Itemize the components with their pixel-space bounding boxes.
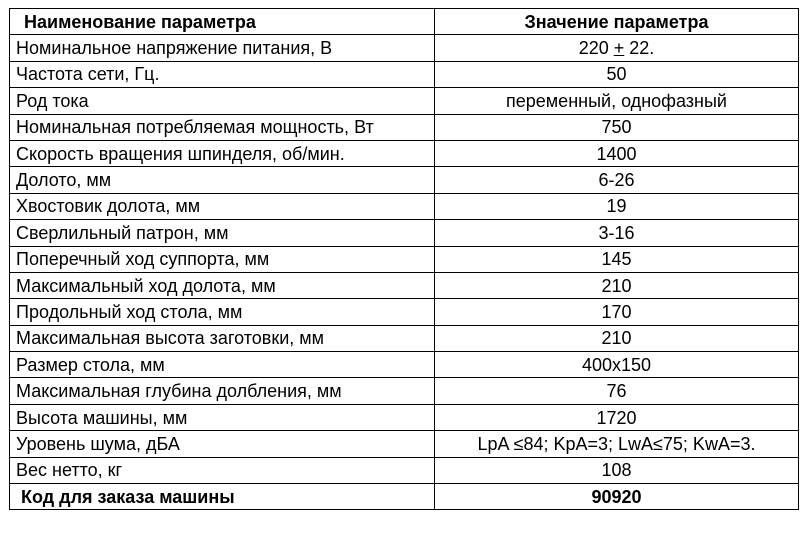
param-value: 210 — [435, 325, 799, 351]
order-code-value: 90920 — [435, 484, 799, 510]
param-value-voltage — [435, 35, 799, 61]
param-value: 1400 — [435, 140, 799, 166]
param-value: 750 — [435, 114, 799, 140]
param-name: Род тока — [10, 88, 435, 114]
order-code-row — [10, 484, 799, 510]
table-row — [10, 193, 799, 219]
table-row — [10, 378, 799, 404]
param-name: Долото, мм — [10, 167, 435, 193]
plus-minus-sign: + — [613, 38, 625, 59]
param-name: Поперечный ход суппорта, мм — [10, 246, 435, 272]
param-value: LpA ≤84; KpA=3; LwA≤75; KwA=3. — [435, 431, 799, 457]
param-name: Размер стола, мм — [10, 352, 435, 378]
voltage-tolerance: 22. — [629, 38, 655, 59]
param-value: 1720 — [435, 404, 799, 430]
param-value: переменный, однофазный — [435, 88, 799, 114]
table-row — [10, 88, 799, 114]
table-row — [10, 457, 799, 483]
table-row — [10, 272, 799, 298]
param-name: Вес нетто, кг — [10, 457, 435, 483]
param-name: Уровень шума, дБА — [10, 431, 435, 457]
param-name: Продольный ход стола, мм — [10, 299, 435, 325]
header-param-name: Наименование параметра — [10, 9, 435, 35]
param-name: Сверлильный патрон, мм — [10, 220, 435, 246]
table-row — [10, 246, 799, 272]
param-value: 19 — [435, 193, 799, 219]
table-row — [10, 61, 799, 87]
param-name: Номинальная потребляемая мощность, Вт — [10, 114, 435, 140]
param-value: 170 — [435, 299, 799, 325]
table-row — [10, 140, 799, 166]
header-param-value: Значение параметра — [435, 9, 799, 35]
param-value: 50 — [435, 61, 799, 87]
spec-table — [9, 8, 799, 510]
table-row — [10, 35, 799, 61]
param-value: 210 — [435, 272, 799, 298]
order-code-label: Код для заказа машины — [10, 484, 435, 510]
voltage-base: 220 — [578, 38, 609, 59]
param-name: Скорость вращения шпинделя, об/мин. — [10, 140, 435, 166]
param-name: Хвостовик долота, мм — [10, 193, 435, 219]
table-header-row — [10, 9, 799, 35]
table-row — [10, 431, 799, 457]
table-row — [10, 220, 799, 246]
param-name: Частота сети, Гц. — [10, 61, 435, 87]
param-value: 400x150 — [435, 352, 799, 378]
param-value: 3-16 — [435, 220, 799, 246]
param-name: Высота машины, мм — [10, 404, 435, 430]
table-row — [10, 325, 799, 351]
param-value: 108 — [435, 457, 799, 483]
param-value: 76 — [435, 378, 799, 404]
param-name: Номинальное напряжение питания, В — [10, 35, 435, 61]
table-row — [10, 167, 799, 193]
param-name: Максимальная глубина долбления, мм — [10, 378, 435, 404]
param-name: Максимальная высота заготовки, мм — [10, 325, 435, 351]
table-row — [10, 352, 799, 378]
param-name: Максимальный ход долота, мм — [10, 272, 435, 298]
param-value: 145 — [435, 246, 799, 272]
table-row — [10, 114, 799, 140]
table-row — [10, 404, 799, 430]
param-value: 6-26 — [435, 167, 799, 193]
table-row — [10, 299, 799, 325]
